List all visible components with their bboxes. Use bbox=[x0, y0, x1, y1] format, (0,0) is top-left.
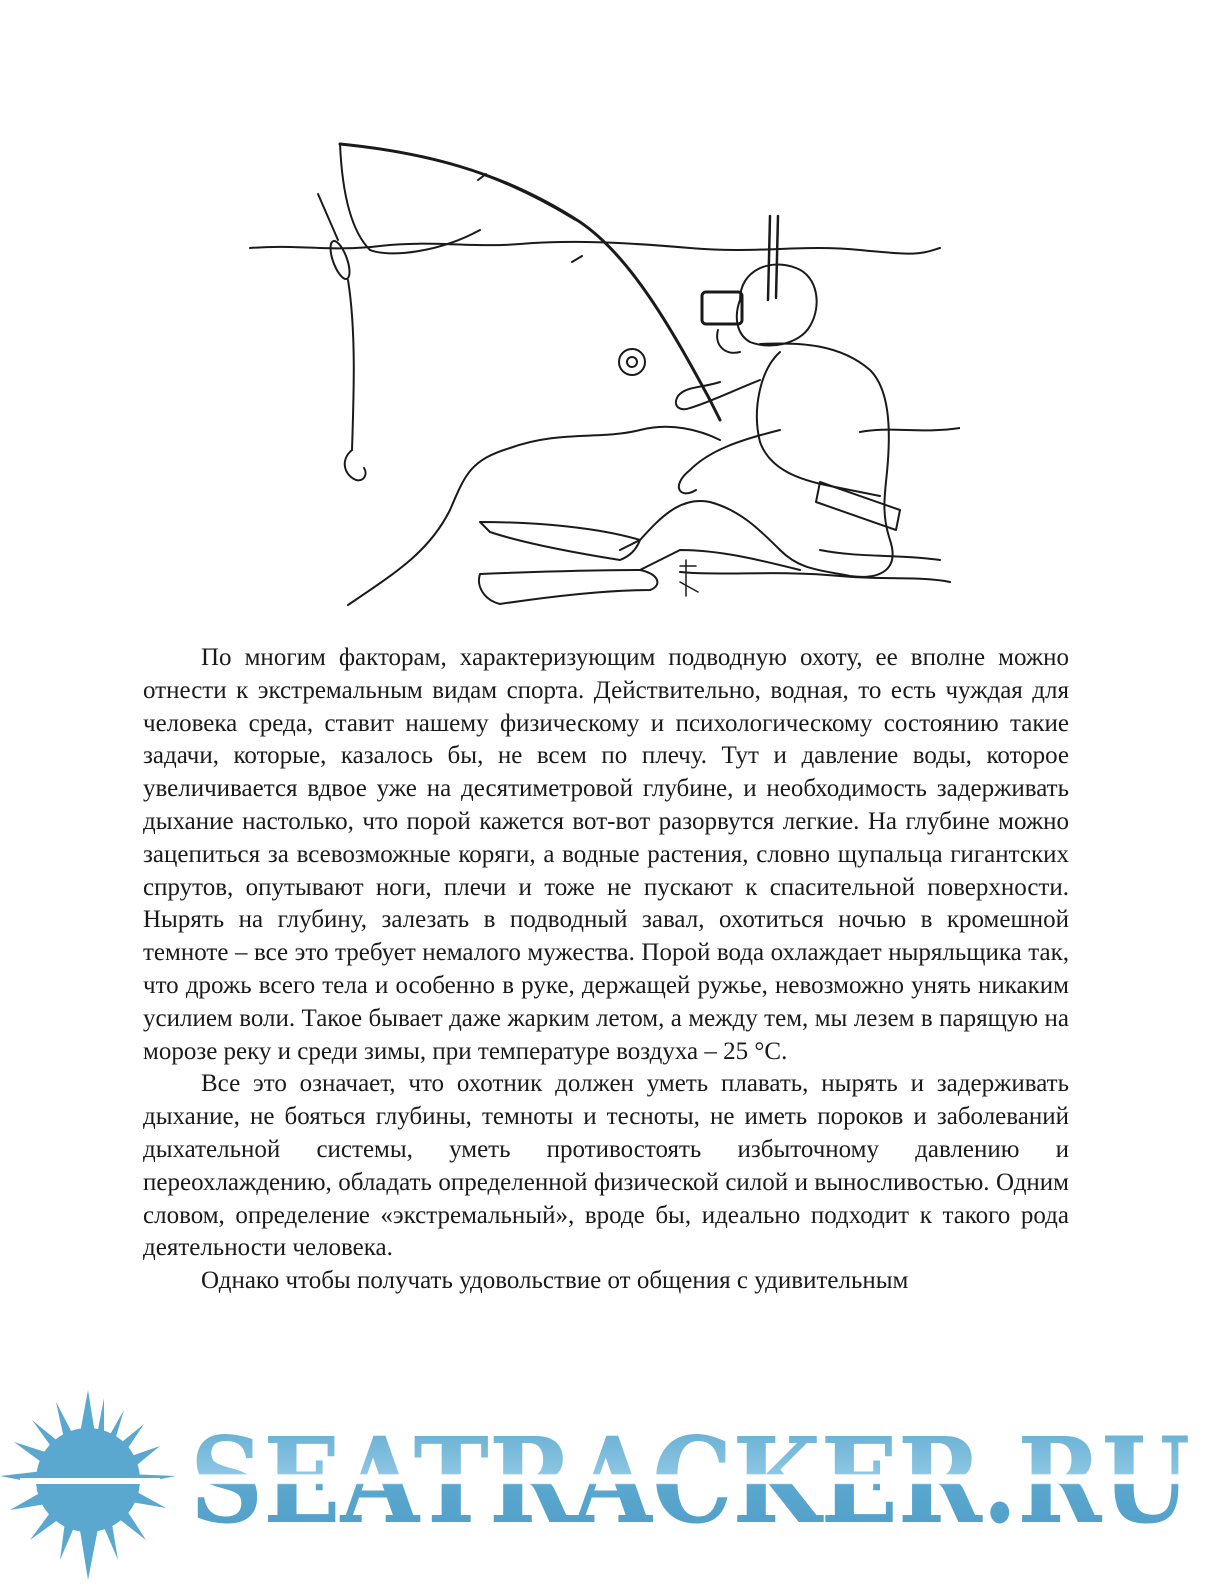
paragraph: Все это означает, что охотник должен уметь плавать, нырять и задерживать дыхание, не бояться глубины, темноты и тесноты, не иметь пороков и заболеваний дыхательной системы, уметь противостоять избыточному давлению и переохлаждению, обладать определенной физической силой и выносливостью. Одним словом, определение «экстремальный», вроде бы, идеально подходит к такого рода деятельности человека. bbox=[143, 1070, 1069, 1262]
fin-upper bbox=[480, 522, 640, 560]
snorkel-icon bbox=[768, 216, 778, 300]
fin-lower bbox=[479, 570, 657, 604]
watermark-text: SEATRACKER.RU bbox=[190, 1411, 1190, 1550]
article-text bbox=[143, 642, 1069, 1298]
float-icon bbox=[327, 239, 354, 281]
diver-body bbox=[760, 343, 893, 576]
reel-icon bbox=[619, 349, 645, 375]
fishing-rod bbox=[340, 144, 720, 420]
seatracker-watermark bbox=[0, 1390, 1224, 1584]
hook-icon bbox=[345, 450, 366, 480]
weight-belt bbox=[816, 482, 900, 530]
artist-signature bbox=[680, 560, 698, 596]
diver-fishing-illustration bbox=[240, 130, 960, 620]
paragraph: Однако чтобы получать удовольствие от общения с удивительным bbox=[201, 1267, 909, 1295]
paragraph: По многим факторам, характеризующим подводную охоту, ее вполне можно отнести к экстремальным видам спорта. Действительно, водная, то есть чуждая для человека среда, ставит нашему физическому и психологическому состоянию такие задачи, которые, казалось бы, не всем по плечу. Тут и давление воды, которое увеличивается вдвое уже на десятиметровой глубине, и необходимость задерживать дыхание настолько, что порой кажется вот-вот разорвутся легкие. На глубине можно зацепиться за всевозможные коряги, а водные растения, словно щупальца гигантских спрутов, опутывают ноги, плечи и тоже не пускают к спасительной поверхности. Нырять на глубину, залезать в подводный завал, охотиться ночью в кромешной темноте – все это требует немалого мужества. Порой вода охлаждает ныряльщика так, что дрожь всего тела и особенно в руке, держащей ружье, невозможно унять никаким усилием воли. Такое бывает даже жарким летом, а между тем, мы лезем в парящую на морозе реку и среди зимы, при температуре воздуха – 25 °С. bbox=[143, 644, 1069, 1065]
water-surface-line bbox=[250, 242, 940, 254]
fishing-line bbox=[340, 144, 480, 253]
sun-icon bbox=[0, 1390, 176, 1580]
